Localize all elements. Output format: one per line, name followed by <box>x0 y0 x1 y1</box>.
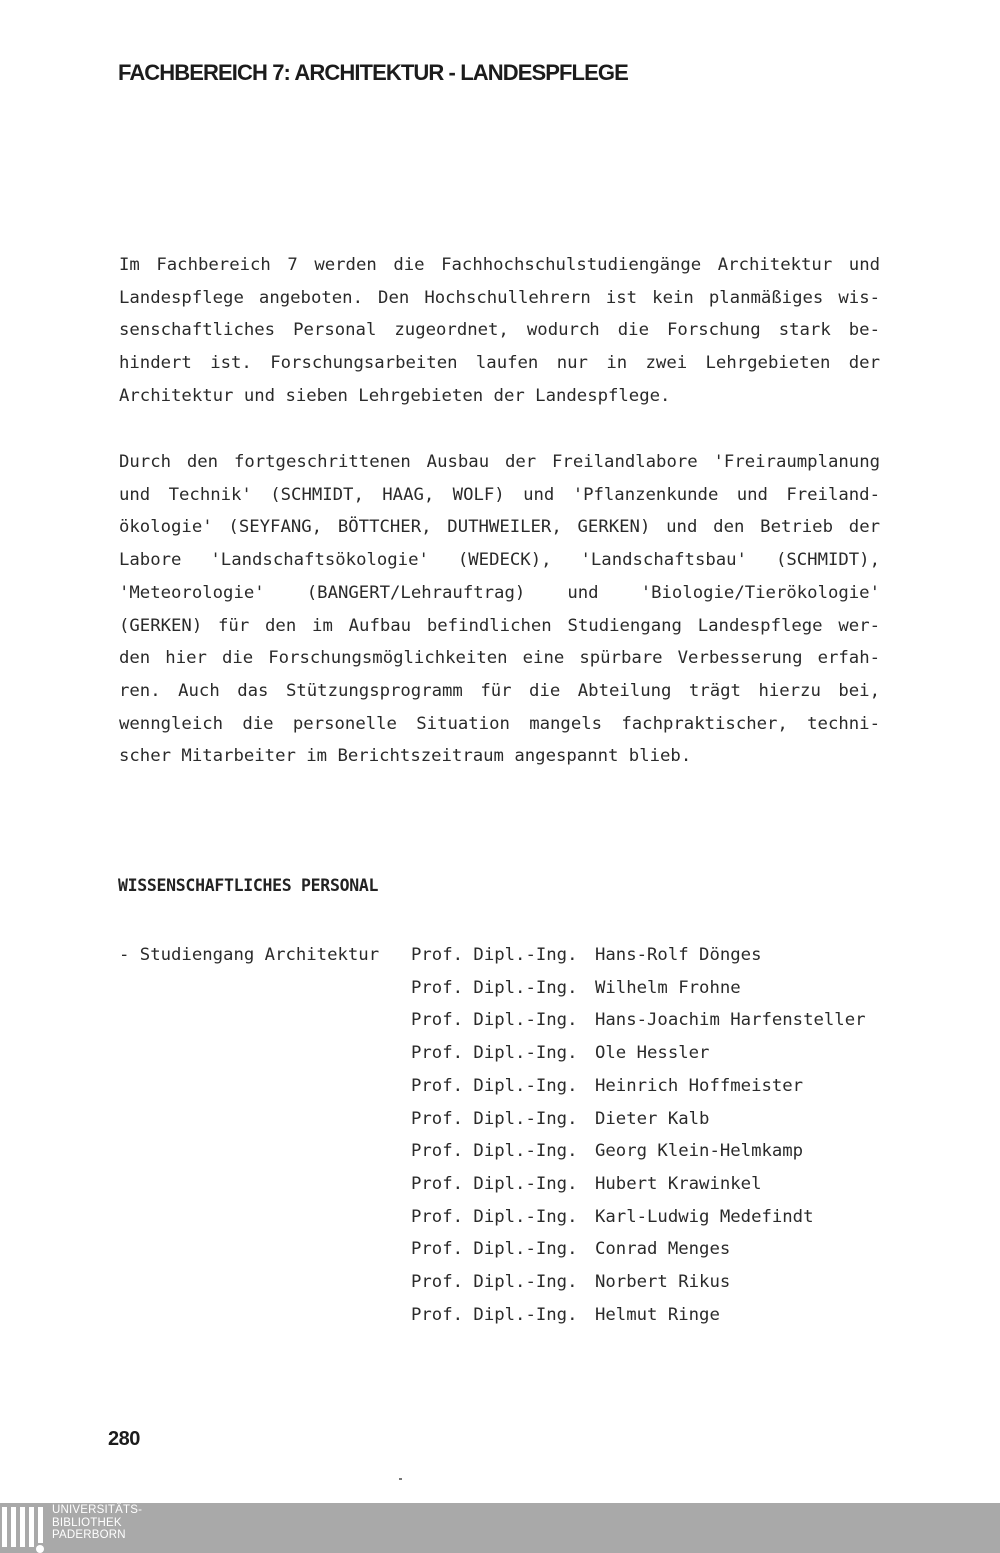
paragraph-line: scher Mitarbeiter im Berichtszeitraum angespannt blieb. <box>119 746 692 767</box>
staff-name: Hubert Krawinkel <box>595 1173 762 1194</box>
staff-title: Prof. Dipl.-Ing. <box>411 1043 578 1064</box>
page-heading: FACHBEREICH 7: ARCHITEKTUR - LANDESPFLEGE <box>118 60 628 85</box>
staff-title: Prof. Dipl.-Ing. <box>411 1075 578 1096</box>
staff-title: Prof. Dipl.-Ing. <box>411 1108 578 1129</box>
staff-entry <box>411 972 866 1005</box>
paragraph-line: (GERKEN) für den im Aufbau befindlichen Studiengang Landespflege wer- <box>119 615 880 636</box>
staff-entry <box>411 1103 866 1136</box>
staff-title: Prof. Dipl.-Ing. <box>411 977 578 998</box>
staff-entry <box>411 1004 866 1037</box>
staff-name: Wilhelm Frohne <box>595 977 741 998</box>
staff-entry <box>411 1201 866 1234</box>
staff-title: Prof. Dipl.-Ing. <box>411 1304 578 1325</box>
logo-line: UNIVERSITÄTS- <box>52 1504 143 1516</box>
page-number: 280 <box>108 1428 140 1450</box>
paragraph-line: hindert ist. Forschungsarbeiten laufen nur in zwei Lehrgebieten der <box>119 353 880 374</box>
staff-title: Prof. Dipl.-Ing. <box>411 1239 578 1260</box>
library-logo-dot <box>36 1545 44 1553</box>
staff-entry <box>411 939 866 972</box>
research-paragraph <box>119 446 880 773</box>
staff-title: Prof. Dipl.-Ing. <box>411 1010 578 1031</box>
staff-name: Hans-Joachim Harfensteller <box>595 1010 866 1031</box>
staff-entry <box>411 1168 866 1201</box>
staff-title: Prof. Dipl.-Ing. <box>411 1206 578 1227</box>
paragraph-line: Architektur und sieben Lehrgebieten der Landespflege. <box>119 385 671 406</box>
staff-entry <box>411 1299 866 1332</box>
staff-title: Prof. Dipl.-Ing. <box>411 1173 578 1194</box>
staff-name: Heinrich Hoffmeister <box>595 1075 804 1096</box>
section-title: WISSENSCHAFTLICHES PERSONAL <box>118 876 379 895</box>
staff-entry <box>411 1135 866 1168</box>
paragraph-line: den hier die Forschungsmöglichkeiten eine spürbare Verbesserung erfah- <box>119 648 880 669</box>
paragraph-line: und Technik' (SCHMIDT, HAAG, WOLF) und 'Pflanzenkunde und Freiland- <box>119 484 880 505</box>
library-footer-bar <box>0 1503 1000 1553</box>
logo-line: BIBLIOTHEK <box>52 1516 122 1529</box>
staff-name: Ole Hessler <box>595 1043 710 1064</box>
staff-title: Prof. Dipl.-Ing. <box>411 1272 578 1293</box>
paragraph-line: ökologie' (SEYFANG, BÖTTCHER, DUTHWEILER, GERKEN) und den Betrieb der <box>119 517 880 538</box>
staff-list <box>411 939 866 1331</box>
library-logo-icon <box>2 1507 46 1549</box>
logo-line: PADERBORN <box>52 1529 126 1541</box>
paragraph-line: wenngleich die personelle Situation mangels fachpraktischer, techni- <box>119 713 880 734</box>
staff-name: Hans-Rolf Dönges <box>595 945 762 965</box>
paragraph-line: Landespflege angeboten. Den Hochschullehrern ist kein planmäßiges wis- <box>119 287 880 308</box>
scan-speck <box>399 1478 402 1480</box>
staff-entry <box>411 1037 866 1070</box>
staff-name: Norbert Rikus <box>595 1272 731 1293</box>
paragraph-line: 'Meteorologie' (BANGERT/Lehrauftrag) und 'Biologie/Tierökologie' <box>119 582 880 603</box>
staff-name: Dieter Kalb <box>595 1108 710 1129</box>
staff-entry <box>411 1266 866 1299</box>
staff-name: Karl-Ludwig Medefindt <box>595 1206 814 1227</box>
staff-name: Helmut Ringe <box>595 1304 720 1325</box>
paragraph-line: Durch den fortgeschrittenen Ausbau der Freilandlabore 'Freiraumplanung <box>119 452 880 472</box>
paragraph-line: senschaftliches Personal zugeordnet, wodurch die Forschung stark be- <box>119 320 880 341</box>
staff-title: Prof. Dipl.-Ing. <box>411 945 578 965</box>
staff-entry <box>411 1070 866 1103</box>
staff-title: Prof. Dipl.-Ing. <box>411 1141 578 1162</box>
intro-paragraph <box>119 249 880 413</box>
staff-name: Georg Klein-Helmkamp <box>595 1141 804 1162</box>
paragraph-line: Im Fachbereich 7 werden die Fachhochschulstudiengänge Architektur und <box>119 255 880 275</box>
program-label: - Studiengang Architektur <box>119 945 380 965</box>
staff-entry <box>411 1233 866 1266</box>
staff-name: Conrad Menges <box>595 1239 731 1260</box>
library-logo-text <box>52 1504 142 1542</box>
paragraph-line: Labore 'Landschaftsökologie' (WEDECK), 'Landschaftsbau' (SCHMIDT), <box>119 550 880 571</box>
paragraph-line: ren. Auch das Stützungsprogramm für die Abteilung trägt hierzu bei, <box>119 680 880 701</box>
